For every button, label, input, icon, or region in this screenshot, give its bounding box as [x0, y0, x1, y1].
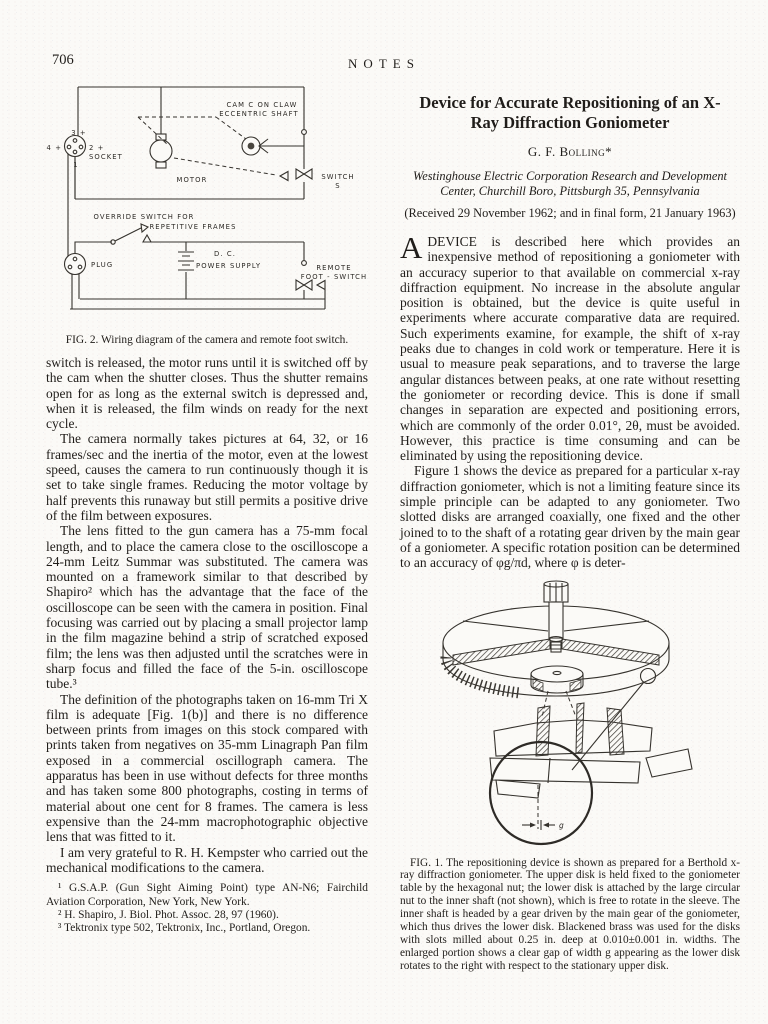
figure-1-device-illustration — [400, 579, 740, 852]
figure-1-caption — [400, 857, 740, 973]
plug-label: PLUG — [91, 261, 114, 269]
paragraph: Figure 1 shows the device as prepared for a particular x-ray diffraction goniometer, which is not a limiting feature since its simple principle can be adapted to any goniometer. Two slotted disks are arranged coaxially, one fixed and the other joined to to the shaft of a rotating gear driven by the main gear of a goniometer. A specific rotation position can be determined to an accuracy of φg/πd, where φ is deter- — [400, 463, 740, 571]
device-illustration-svg — [400, 579, 740, 847]
received-line: (Received 29 November 1962; and in final form, 21 January 1963) — [404, 206, 736, 220]
page-number: 706 — [52, 52, 74, 68]
socket-pin2-label: 2 + — [89, 144, 105, 152]
paragraph: The definition of the photographs taken on 16-mm Tri X film is adequate [Fig. 1(b)] and there is no difference between prints from images on this stock compared with prints taken from negatives on 35-mm Linagraph Pan film exposed in a commercial oscillograph camera. The apparatus has been in use without defects for three months and has taken some 800 photographs, costing in terms of material about one cent for 8 frames. The camera is less expensive than the 24-mm macrophotographic objective lens that was fitted to it. — [46, 691, 368, 845]
switch-s-label: S — [335, 182, 341, 190]
footnote: ² H. Shapiro, J. Biol. Phot. Assoc. 28, 97 (1960). — [58, 908, 279, 921]
figure-2-caption: FIG. 2. Wiring diagram of the camera and remote foot switch. — [65, 334, 349, 346]
socket-label: SOCKET — [89, 153, 123, 161]
remote-label-1: REMOTE — [316, 264, 352, 272]
drop-cap: A — [400, 230, 423, 265]
switch-s-symbol — [280, 130, 355, 190]
override-label-2: REPETITIVE FRAMES — [149, 223, 237, 231]
paragraph-with-dropcap — [400, 230, 740, 464]
plug-symbol — [65, 254, 114, 275]
socket-pin3-label: 3 + — [71, 129, 87, 137]
figure-2-wiring-diagram — [46, 84, 368, 332]
article-title: Device for Accurate Repositioning of an X-Ray Diffraction Goniometer — [419, 93, 721, 132]
two-column-layout — [46, 84, 740, 973]
author-name: G. F. Bolling* — [527, 144, 613, 159]
footnotes — [46, 882, 368, 936]
motor-label: MOTOR — [176, 176, 208, 184]
figure-1-caption-text: FIG. 1. The repositioning device is shown as prepared for a Berthold x-ray diffraction goniometer. The upper disk is held fixed to the goniometer table by the hexagonal nut; the lower disk is attached by the large circular nut to the inner shaft (not shown), which is free to rotate in the sleeve. The inner shaft is headed by a gear driven by the main gear of the goniometer, which thus drives the lower disk. Blackened brass was used for the disks with slots milled about 0.25 in. deep at 0.010±0.001 in. widths. The enlarged portion shows a clear gap of width g appearing as the lower disk rotates to the right with respect to the stationary upper disk. — [400, 856, 740, 972]
socket-symbol — [47, 129, 123, 169]
paragraph: The lens fitted to the gun camera has a 75-mm focal length, and to place the camera close to the oscilloscope a 24-mm Leitz Summar was substituted. The camera was mounted on a framework similar to that described by Shapiro² which has the advantage that the face of the oscilloscope can be seen with the camera in position. Final focusing was carried out by placing a small projector lamp in the film magazine behind a strip of scratched exposed film; the lens was then adjusted until the scratches were in sharp focus and filled the face of the 5-in. oscilloscope tube.³ — [46, 523, 368, 692]
footnote: ³ Tektronix type 502, Tektronix, Inc., Portland, Oregon. — [58, 922, 311, 935]
dc-label-1: D. C. — [214, 250, 236, 258]
author-affiliation: Westinghouse Electric Corporation Research and Development Center, Churchill Boro, Pittsburgh 35, Pennsylvania — [413, 169, 727, 198]
wiring-diagram-svg — [46, 84, 368, 332]
switch-label: SWITCH — [321, 173, 355, 181]
right-column-body — [400, 230, 740, 571]
cam-label-1: CAM C ON CLAW — [226, 101, 298, 109]
paragraph-text: DEVICE is described here which provides an inexpensive method of repositioning a goniometer with an accuracy superior to that available on commercial x-ray diffraction equipment. No increase in the absolute angular position is obtained, but the device is quite useful in experiments where accurate comparative data are required. Such experiments examine, for example, the shift of x-ray peaks due to changes in cold work or temperature. Here it is usual to measure peak separations, and to traverse the large angular distances between peaks, at one rate without resetting the goniometer or recording device. This is done if small changes in separation are expected and positioning errors, which are commonly of the order 0.01°, 2θ, must be avoided. However, this practice is time consuming and can be eliminated by using the repositioning device. — [400, 234, 740, 464]
left-column-body — [46, 355, 368, 875]
left-column — [46, 84, 368, 973]
footnote: ¹ G.S.A.P. (Gun Sight Aiming Point) type AN-N6; Fairchild Aviation Corporation, New York, New York. — [46, 882, 368, 908]
motor-symbol — [150, 134, 207, 184]
cam-symbol — [219, 101, 298, 155]
right-column — [400, 84, 740, 973]
paragraph: switch is released, the motor runs until it is switched off by the cam when the shutter closes. Thus the shutter remains open for as long as the external switch is depressed and, when it is released, the film winds on ready for the next cycle. — [46, 355, 368, 432]
gap-width-label: g — [559, 820, 564, 830]
running-header: NOTES — [348, 56, 420, 71]
socket-pin1-label: 1 — [73, 161, 79, 169]
paragraph: The camera normally takes pictures at 64, 32, or 16 frames/sec and the inertia of the motor, even at the lowest speed, causes the camera to run continuously though it is set to take single frames. Reducing the motor voltage by half prevents this runaway but still permits a positive drive of the film between exposures. — [46, 431, 368, 523]
override-switch-symbol — [93, 213, 236, 244]
remote-label-2: FOOT - SWITCH — [300, 273, 368, 281]
magnifier-circle — [490, 668, 656, 844]
cam-label-2: ECCENTRIC SHAFT — [219, 110, 299, 118]
socket-pin4-label: 4 + — [46, 144, 62, 152]
override-label-1: OVERRIDE SWITCH FOR — [93, 213, 195, 221]
foot-switch-symbol — [296, 261, 367, 290]
battery-symbol — [178, 250, 261, 270]
paragraph: I am very grateful to R. H. Kempster who carried out the mechanical modifications to the camera. — [46, 844, 368, 875]
dc-label-2: POWER SUPPLY — [196, 262, 262, 270]
